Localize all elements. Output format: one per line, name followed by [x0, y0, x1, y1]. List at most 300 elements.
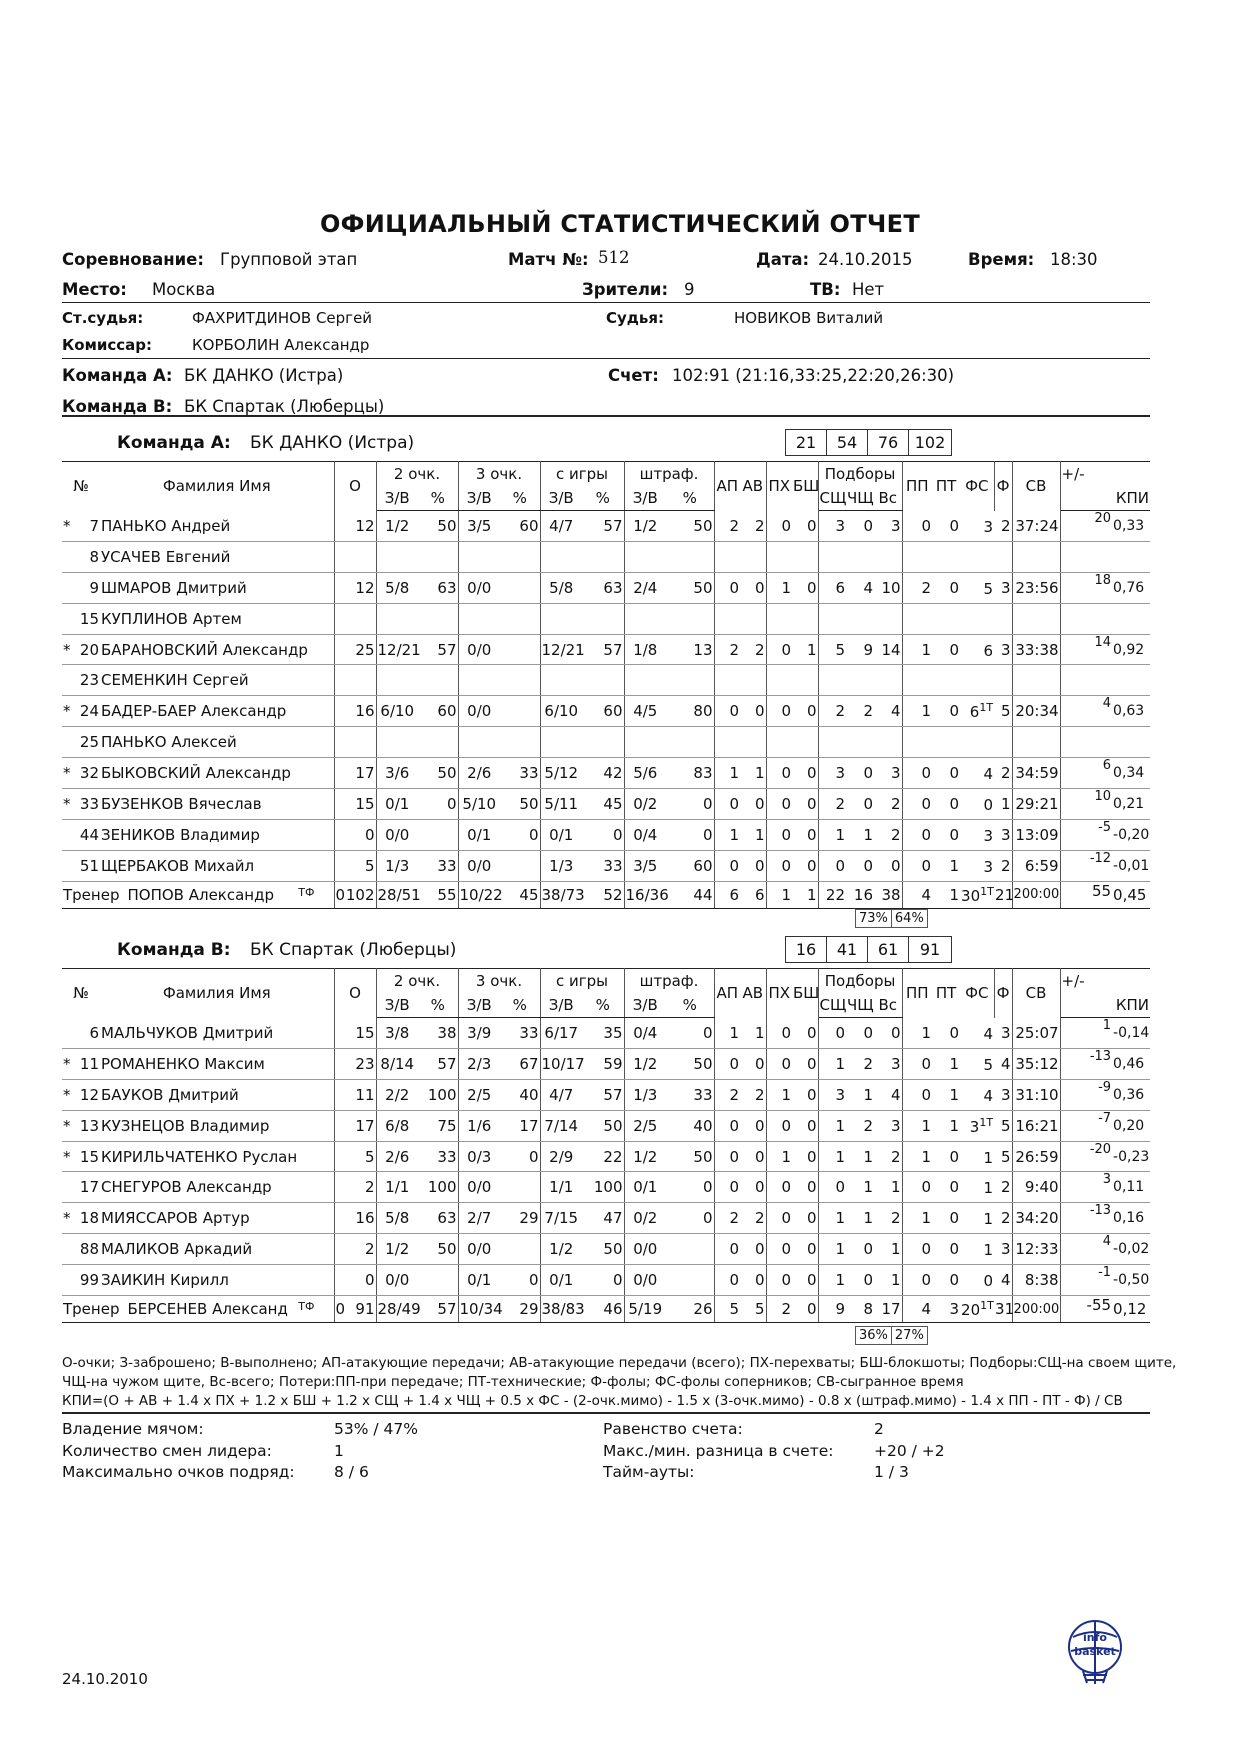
team-a-stats-table — [62, 461, 1150, 909]
player-blocks: 0 — [792, 1141, 818, 1172]
player-three-pct: 33 — [500, 1018, 540, 1049]
player-fouls: 4 — [994, 1265, 1012, 1296]
table-row — [62, 819, 1150, 850]
player-three-pt: 0/3 — [458, 1141, 500, 1172]
player-fg: 1/1 — [540, 1172, 582, 1203]
header-assists: АП — [714, 969, 740, 1018]
player-assists-total: 0 — [740, 1141, 766, 1172]
player-ft — [624, 727, 666, 758]
player-reb-off: 0 — [846, 758, 874, 789]
player-reb-def: 1 — [818, 1141, 846, 1172]
player-two-pct: 75 — [418, 1110, 458, 1141]
header-pct: % — [500, 993, 540, 1018]
player-tov-tech: 0 — [932, 789, 960, 820]
player-assists — [714, 603, 740, 634]
header-fouls: Ф — [994, 969, 1012, 1018]
player-number-cell — [62, 1141, 100, 1172]
player-number-cell — [62, 758, 100, 789]
player-assists: 0 — [714, 1110, 740, 1141]
player-reb-total: 2 — [874, 819, 902, 850]
player-two-pct — [418, 665, 458, 696]
header-steals: ПХ — [766, 462, 792, 511]
player-fg-pct: 60 — [582, 696, 624, 727]
player-three-pct — [500, 603, 540, 634]
player-assists-total: 0 — [740, 572, 766, 603]
header-pct: % — [500, 486, 540, 511]
player-ft-pct: 60 — [666, 850, 714, 881]
player-assists: 0 — [714, 1048, 740, 1079]
total-plus-minus: 55 — [1060, 881, 1112, 908]
chief-referee-value: ФАХРИТДИНОВ Сергей — [192, 309, 373, 327]
player-fg-pct: 33 — [582, 850, 624, 881]
player-fouls-drawn: 5 — [983, 1055, 994, 1074]
player-plus-minus: -13 — [1060, 1048, 1112, 1079]
header-points: О — [334, 969, 376, 1018]
total-ft: 5/19 — [624, 1296, 666, 1323]
table-row — [62, 1048, 1150, 1079]
table-row — [62, 789, 1150, 820]
player-efficiency: -0,01 — [1112, 850, 1150, 881]
player-three-pct: 17 — [500, 1110, 540, 1141]
player-number: 12 — [79, 1085, 99, 1104]
player-three-pct — [500, 1172, 540, 1203]
player-fg-pct: 42 — [582, 758, 624, 789]
player-minutes: 29:21 — [1012, 789, 1060, 820]
player-reb-off: 0 — [846, 1018, 874, 1049]
player-three-pt: 3/5 — [458, 511, 500, 542]
header-efficiency: КПИ — [1060, 486, 1150, 511]
table-row — [62, 1172, 1150, 1203]
player-ft-pct: 13 — [666, 634, 714, 665]
player-blocks: 0 — [792, 789, 818, 820]
player-efficiency: -0,50 — [1112, 1265, 1150, 1296]
player-fouls-drawn: 0 — [983, 795, 994, 814]
player-efficiency: 0,33 — [1112, 511, 1150, 542]
player-three-pct: 67 — [500, 1048, 540, 1079]
player-number-cell — [62, 789, 100, 820]
player-fouls-drawn-cell — [960, 1141, 994, 1172]
player-number: 88 — [79, 1240, 99, 1259]
player-tov-pass: 0 — [902, 758, 932, 789]
player-tov-pass: 0 — [902, 1079, 932, 1110]
player-reb-total: 3 — [874, 1110, 902, 1141]
player-number-cell — [62, 850, 100, 881]
player-minutes: 25:07 — [1012, 1018, 1060, 1049]
player-tov-pass: 1 — [902, 1203, 932, 1234]
table-row — [62, 1141, 1150, 1172]
header-pct: % — [582, 486, 624, 511]
player-fouls-drawn-cell — [960, 1048, 994, 1079]
player-reb-off: 1 — [846, 819, 874, 850]
player-ft: 2/5 — [624, 1110, 666, 1141]
player-three-pct — [500, 634, 540, 665]
header-fouls-drawn: ФС — [960, 462, 994, 511]
player-reb-total: 1 — [874, 1234, 902, 1265]
player-number: 15 — [79, 609, 99, 628]
player-assists-total: 1 — [740, 819, 766, 850]
player-reb-off: 0 — [846, 1265, 874, 1296]
player-blocks: 0 — [792, 850, 818, 881]
total-three-pct: 45 — [500, 881, 540, 908]
player-reb-off: 0 — [846, 511, 874, 542]
player-fg: 7/15 — [540, 1203, 582, 1234]
player-reb-total: 3 — [874, 1048, 902, 1079]
player-tov-pass — [902, 541, 932, 572]
player-reb-total: 10 — [874, 572, 902, 603]
player-fouls-drawn: 1 — [983, 1241, 994, 1260]
header-fouls-drawn: ФС — [960, 969, 994, 1018]
player-blocks: 0 — [792, 1203, 818, 1234]
total-points-cell — [334, 881, 376, 908]
total-tov-tech: 3 — [932, 1296, 960, 1323]
team-b-label: Команда В: — [62, 397, 173, 416]
player-tov-pass: 1 — [902, 1018, 932, 1049]
player-number-cell — [62, 1265, 100, 1296]
player-reb-def: 0 — [818, 1172, 846, 1203]
player-two-pct: 100 — [418, 1079, 458, 1110]
tv-value: Нет — [852, 280, 885, 299]
player-ft: 0/4 — [624, 819, 666, 850]
place-label: Место: — [62, 280, 127, 299]
player-name: ЗЕНИКОВ Владимир — [100, 819, 334, 850]
player-name: КУЗНЕЦОВ Владимир — [100, 1110, 334, 1141]
player-number-cell — [62, 665, 100, 696]
player-three-pt — [458, 603, 500, 634]
total-reb-off: 8 — [846, 1296, 874, 1323]
header-minutes: СВ — [1012, 969, 1060, 1018]
player-minutes — [1012, 727, 1060, 758]
player-points: 15 — [334, 1018, 376, 1049]
reb-off-pct: 64% — [891, 909, 928, 928]
player-plus-minus — [1060, 727, 1112, 758]
player-two-pt: 0/1 — [376, 789, 418, 820]
date-value: 24.10.2015 — [818, 250, 913, 269]
player-tov-tech: 1 — [932, 850, 960, 881]
player-two-pt: 5/8 — [376, 572, 418, 603]
header-steals: ПХ — [766, 969, 792, 1018]
player-assists-total: 2 — [740, 1079, 766, 1110]
player-points: 0 — [334, 1265, 376, 1296]
player-three-pct: 40 — [500, 1079, 540, 1110]
table-row — [62, 572, 1150, 603]
player-minutes: 12:33 — [1012, 1234, 1060, 1265]
player-assists-total: 0 — [740, 1172, 766, 1203]
player-fg — [540, 603, 582, 634]
header-divider — [62, 302, 1150, 303]
player-plus-minus — [1060, 665, 1112, 696]
player-reb-def: 3 — [818, 758, 846, 789]
player-blocks: 0 — [792, 819, 818, 850]
player-points: 11 — [334, 1079, 376, 1110]
player-number-cell — [62, 1110, 100, 1141]
header-made-att: З/В — [458, 486, 500, 511]
player-minutes: 20:34 — [1012, 696, 1060, 727]
time-value: 18:30 — [1050, 250, 1098, 269]
player-tov-pass: 1 — [902, 1110, 932, 1141]
player-number-cell — [62, 727, 100, 758]
player-steals: 0 — [766, 1172, 792, 1203]
player-number: 11 — [79, 1054, 99, 1073]
coach-label: Тренер — [63, 885, 120, 904]
total-blocks: 0 — [792, 1296, 818, 1323]
total-reb-off: 16 — [846, 881, 874, 908]
player-fg-pct — [582, 727, 624, 758]
player-name: БАДЕР-БАЕР Александр — [100, 696, 334, 727]
legend-line: КПИ=(О + АВ + 1.4 х ПХ + 1.2 х БШ + 1.2 х СЩ + 1.4 х ЧЩ + 0.5 х ФС - (2-очк.мимо) - 1.5 х (3-очк.мимо) - 0.8 х (штраф.мимо) - 1.4 х ПП - ПТ - Ф) / СВ — [62, 1393, 1123, 1409]
player-blocks — [792, 665, 818, 696]
team-a-quarter-scores — [786, 429, 952, 456]
player-name: ЩЕРБАКОВ Михайл — [100, 850, 334, 881]
player-blocks — [792, 603, 818, 634]
player-reb-off: 4 — [846, 572, 874, 603]
player-efficiency: 0,92 — [1112, 634, 1150, 665]
footer-date: 24.10.2010 — [62, 1670, 148, 1688]
player-name: БЫКОВСКИЙ Александр — [100, 758, 334, 789]
player-ft: 0/2 — [624, 789, 666, 820]
player-points: 2 — [334, 1172, 376, 1203]
player-ft-pct: 80 — [666, 696, 714, 727]
player-fg — [540, 541, 582, 572]
player-number: 23 — [79, 671, 99, 690]
player-reb-def: 6 — [818, 572, 846, 603]
player-three-pct — [500, 850, 540, 881]
player-fouls: 2 — [994, 511, 1012, 542]
player-tov-pass: 0 — [902, 850, 932, 881]
player-steals: 0 — [766, 1234, 792, 1265]
player-assists: 0 — [714, 696, 740, 727]
max-diff-value: +20 / +2 — [874, 1441, 945, 1460]
player-assists-total: 0 — [740, 1048, 766, 1079]
ties-label: Равенство счета: — [603, 1420, 743, 1438]
player-assists-total: 0 — [740, 850, 766, 881]
summary-left-labels — [62, 1419, 295, 1484]
player-blocks: 0 — [792, 1265, 818, 1296]
player-ft-pct — [666, 541, 714, 572]
timeouts-label: Тайм-ауты: — [603, 1463, 695, 1481]
starter-marker: * — [63, 1147, 71, 1166]
player-ft: 3/5 — [624, 850, 666, 881]
player-tov-pass: 1 — [902, 634, 932, 665]
player-three-pct: 60 — [500, 511, 540, 542]
player-three-pct: 33 — [500, 758, 540, 789]
player-fg: 4/7 — [540, 511, 582, 542]
player-tov-tech: 0 — [932, 696, 960, 727]
coach-label: Тренер — [63, 1300, 120, 1319]
player-number-cell — [62, 1079, 100, 1110]
player-fg-pct: 45 — [582, 789, 624, 820]
player-fouls — [994, 541, 1012, 572]
player-assists: 0 — [714, 1265, 740, 1296]
player-tov-tech: 1 — [932, 1048, 960, 1079]
starter-marker: * — [63, 1054, 71, 1073]
player-two-pt: 0/0 — [376, 1265, 418, 1296]
player-efficiency: -0,14 — [1112, 1018, 1150, 1049]
player-points: 5 — [334, 850, 376, 881]
player-plus-minus: 4 — [1060, 1234, 1112, 1265]
table-row — [62, 727, 1150, 758]
player-reb-def: 3 — [818, 1079, 846, 1110]
player-ft-pct: 33 — [666, 1079, 714, 1110]
player-reb-total: 0 — [874, 1018, 902, 1049]
player-ft-pct — [666, 1234, 714, 1265]
coach-cell — [62, 1296, 334, 1323]
player-reb-total: 1 — [874, 1265, 902, 1296]
player-points: 15 — [334, 789, 376, 820]
player-points — [334, 603, 376, 634]
header-made-att: З/В — [540, 993, 582, 1018]
foul-type-note: 1Т — [979, 701, 994, 715]
player-two-pt — [376, 603, 418, 634]
player-minutes — [1012, 541, 1060, 572]
player-reb-off: 1 — [846, 1172, 874, 1203]
player-fouls-drawn-cell — [960, 850, 994, 881]
player-fg-pct: 47 — [582, 1203, 624, 1234]
player-two-pt: 3/8 — [376, 1018, 418, 1049]
reb-def-pct: 36% — [855, 1326, 892, 1345]
player-assists: 0 — [714, 1141, 740, 1172]
total-tov-pass: 4 — [902, 881, 932, 908]
total-fg-pct: 46 — [582, 1296, 624, 1323]
player-reb-def — [818, 541, 846, 572]
player-fg-pct: 100 — [582, 1172, 624, 1203]
total-fg: 38/83 — [540, 1296, 582, 1323]
player-fouls-drawn-cell — [960, 1203, 994, 1234]
player-ft-pct: 50 — [666, 572, 714, 603]
total-two-pct: 57 — [418, 1296, 458, 1323]
player-assists-total — [740, 727, 766, 758]
player-tov-pass: 0 — [902, 1265, 932, 1296]
total-fouls: 21 — [994, 881, 1012, 908]
total-fg: 38/73 — [540, 881, 582, 908]
header-pct: % — [666, 486, 714, 511]
starter-marker: * — [63, 1116, 71, 1135]
player-reb-off: 0 — [846, 789, 874, 820]
player-three-pt: 0/0 — [458, 696, 500, 727]
total-ft: 16/36 — [624, 881, 666, 908]
header-free-throws: штраф. — [624, 462, 714, 487]
totals-row — [62, 1296, 1150, 1323]
header-reb-off: ЧЩ — [846, 486, 874, 511]
legend-divider — [62, 1412, 1150, 1414]
player-fouls-drawn: 5 — [983, 579, 994, 598]
total-steals: 2 — [766, 1296, 792, 1323]
player-tov-tech: 0 — [932, 758, 960, 789]
player-assists: 0 — [714, 850, 740, 881]
player-name: РОМАНЕНКО Максим — [100, 1048, 334, 1079]
player-reb-off: 2 — [846, 1110, 874, 1141]
player-two-pct: 50 — [418, 511, 458, 542]
player-blocks: 0 — [792, 1172, 818, 1203]
header-points: О — [334, 462, 376, 511]
total-ft-pct: 44 — [666, 881, 714, 908]
player-reb-total: 4 — [874, 1079, 902, 1110]
total-two-pct: 55 — [418, 881, 458, 908]
player-plus-minus: -1 — [1060, 1265, 1112, 1296]
header-reb-total: Вс — [874, 993, 902, 1018]
player-plus-minus: 1 — [1060, 1018, 1112, 1049]
player-minutes — [1012, 665, 1060, 696]
player-assists-total: 0 — [740, 1110, 766, 1141]
team-b-block-label: Команда В: — [117, 940, 231, 960]
player-two-pt: 3/6 — [376, 758, 418, 789]
table-row — [62, 541, 1150, 572]
svg-text:basket: basket — [1074, 1645, 1116, 1658]
player-fg-pct: 22 — [582, 1141, 624, 1172]
player-ft — [624, 541, 666, 572]
team-b-block-name: БК Спартак (Люберцы) — [250, 940, 457, 960]
player-tov-pass: 1 — [902, 1141, 932, 1172]
reb-def-pct: 73% — [855, 909, 892, 928]
player-two-pct: 60 — [418, 696, 458, 727]
player-fouls-drawn-cell — [960, 1110, 994, 1141]
player-points — [334, 541, 376, 572]
player-fouls: 2 — [994, 758, 1012, 789]
player-two-pt: 1/2 — [376, 511, 418, 542]
player-two-pct: 50 — [418, 758, 458, 789]
player-reb-total: 4 — [874, 696, 902, 727]
player-reb-off: 0 — [846, 1234, 874, 1265]
table-row — [62, 1265, 1150, 1296]
player-efficiency — [1112, 603, 1150, 634]
player-tov-tech: 0 — [932, 1141, 960, 1172]
table-row — [62, 1203, 1150, 1234]
player-fouls-drawn: 6 — [983, 641, 994, 660]
table-row — [62, 696, 1150, 727]
player-fouls-drawn-cell — [960, 603, 994, 634]
player-reb-off — [846, 603, 874, 634]
quarter-score: 91 — [908, 936, 952, 963]
player-two-pct: 50 — [418, 1234, 458, 1265]
player-fg-pct — [582, 665, 624, 696]
player-two-pt: 5/8 — [376, 1203, 418, 1234]
chief-referee-label: Ст.судья: — [62, 309, 144, 327]
tv-label: ТВ: — [810, 280, 841, 299]
player-reb-off: 2 — [846, 1048, 874, 1079]
player-number: 20 — [79, 640, 99, 659]
player-points: 2 — [334, 1234, 376, 1265]
team-a-label: Команда А: — [62, 366, 173, 385]
player-name: МАЛЬЧУКОВ Дмитрий — [100, 1018, 334, 1049]
player-plus-minus: -7 — [1060, 1110, 1112, 1141]
player-reb-total — [874, 665, 902, 696]
header-rebounds: Подборы — [818, 969, 902, 994]
player-ft-pct: 0 — [666, 819, 714, 850]
player-blocks — [792, 727, 818, 758]
player-three-pt — [458, 541, 500, 572]
table-row — [62, 758, 1150, 789]
player-reb-total: 2 — [874, 1141, 902, 1172]
player-points: 16 — [334, 1203, 376, 1234]
player-reb-def: 0 — [818, 1018, 846, 1049]
player-two-pct: 57 — [418, 1048, 458, 1079]
player-assists — [714, 665, 740, 696]
player-two-pct: 0 — [418, 789, 458, 820]
player-tov-pass — [902, 603, 932, 634]
starter-marker: * — [63, 794, 71, 813]
player-number: 15 — [79, 1147, 99, 1166]
player-number-cell — [62, 1048, 100, 1079]
player-name: СНЕГУРОВ Александр — [100, 1172, 334, 1203]
player-fouls-drawn: 1 — [983, 1210, 994, 1229]
player-reb-def — [818, 603, 846, 634]
player-three-pt: 0/1 — [458, 1265, 500, 1296]
player-minutes: 13:09 — [1012, 819, 1060, 850]
header-reb-def: СЩ — [818, 486, 846, 511]
total-points-cell — [334, 1296, 376, 1323]
player-assists-total — [740, 665, 766, 696]
player-efficiency — [1112, 541, 1150, 572]
competition-label: Соревнование: — [62, 250, 204, 269]
